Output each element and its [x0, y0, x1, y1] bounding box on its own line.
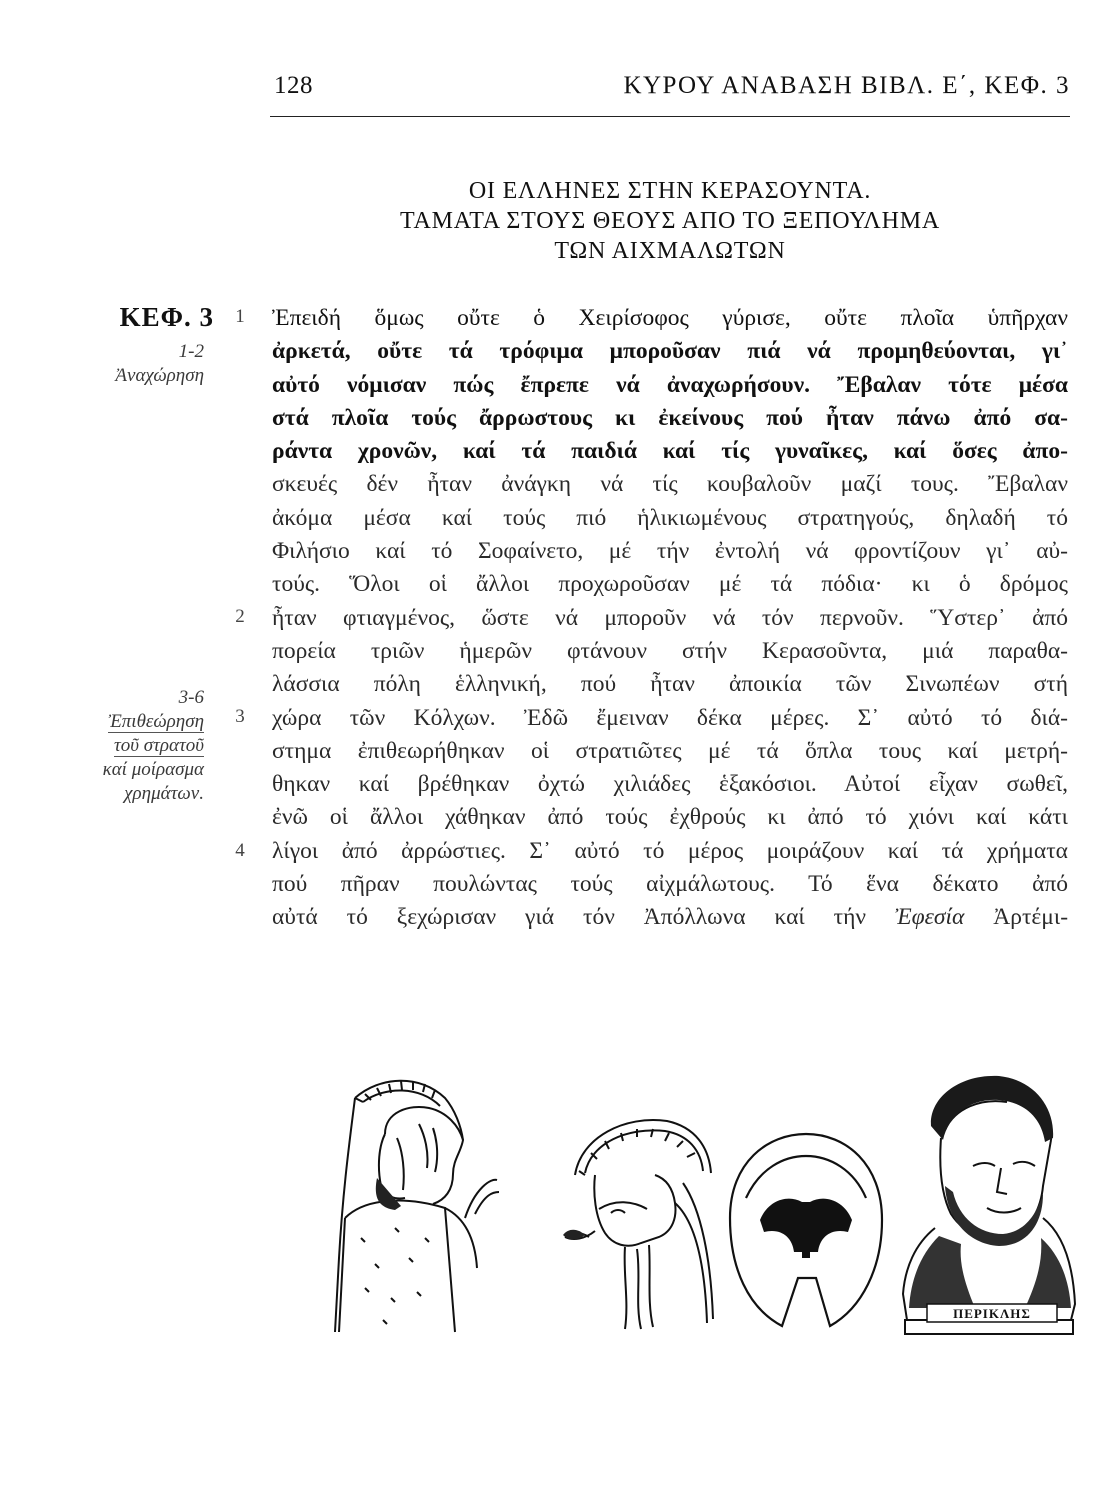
margin-note-range: 1-2 — [178, 341, 204, 362]
paragraph-number-4: 4 — [235, 840, 245, 861]
body-line: πορεία τριῶν ἡμερῶν φτάνουν στήν Κερασοῦντα, μιά παραθα- — [272, 637, 1068, 664]
illustrations — [325, 1068, 1085, 1336]
page-number: 128 — [274, 72, 313, 99]
body-line: πού πῆραν πουλώντας τούς αἰχμάλωτους. Τό ἕνα δέκατο ἀπό — [272, 871, 1068, 898]
body-line: τούς. Ὅλοι οἱ ἄλλοι προχωροῦσαν μέ τά πόδια· κι ὁ δρόμος — [272, 571, 1068, 598]
body-line: θηκαν καί βρέθηκαν ὀχτώ χιλιάδες ἑξακόσιοι. Αὐτοί εἶχαν σωθεῖ, — [272, 771, 1068, 798]
section-title — [270, 176, 1070, 266]
body-line: Ἐπειδή ὅμως οὔτε ὁ Χειρίσοφος γύρισε, οὔτε πλοῖα ὑπῆρχαν — [272, 305, 1068, 331]
body-line: ἀκόμα μέσα καί τούς πιό ἡλικιωμένους στρατηγούς, δηλαδή τό — [272, 504, 1068, 531]
margin-note-text: Ἐπιθεώρηση — [108, 711, 204, 732]
paragraph-number-3: 3 — [235, 706, 245, 727]
paragraph-number-1: 1 — [235, 306, 245, 327]
chapter-label: ΚΕΦ. 3 — [119, 302, 214, 332]
body-line-tail: Ἀρτέμι- — [993, 904, 1069, 931]
header-rule — [270, 116, 1070, 117]
body-line: σκευές δέν ἦταν ἀνάγκη νά τίς κουβαλοῦν μαζί τους. Ἔβαλαν — [272, 471, 1068, 498]
paragraph-number-2: 2 — [235, 606, 245, 627]
pericles-bust-illustration — [875, 1068, 1085, 1336]
page-header — [270, 70, 1070, 106]
body-line: στημα ἐπιθεωρήθηκαν οἱ στρατιῶτες μέ τά ὅπλα τους καί μετρή- — [272, 737, 1068, 764]
margin-note-departure — [115, 340, 204, 388]
running-title: ΚΥΡΟΥ ΑΝΑΒΑΣΗ ΒΙΒΛ. Ε΄, ΚΕΦ. 3 — [623, 72, 1070, 99]
margin-note-inspection — [103, 686, 204, 806]
body-line: λάσσια πόλη ἑλληνική, πού ἦταν ἀποικία τῶν Σινωπέων στή — [272, 671, 1068, 698]
margin-note-text: τοῦ στρατοῦ — [113, 735, 204, 756]
corinthian-helmet-illustration — [720, 1128, 890, 1333]
body-line: ἀρκετά, οὔτε τά τρόφιμα μποροῦσαν πιά νά προμηθεύονται, γι᾽ — [272, 338, 1068, 365]
crested-helmet-illustration — [555, 1113, 715, 1333]
margin-note-text: Ἀναχώρηση — [115, 365, 204, 386]
body-line: αὐτό νόμισαν πώς ἔπρεπε νά ἀναχωρήσουν. Ἔβαλαν τότε μέσα — [272, 371, 1068, 398]
body-line: ράντα χρονῶν, καί τά παιδιά καί τίς γυναῖκες, καί ὅσες ἀπο- — [272, 438, 1068, 465]
body-line: χώρα τῶν Κόλχων. Ἐδῶ ἔμειναν δέκα μέρες. Σ᾽ αὐτό τό διά- — [272, 704, 1068, 731]
body-text — [272, 302, 1068, 935]
body-line-last — [272, 901, 1068, 934]
section-title-line-3: ΤΩΝ ΑΙΧΜΑΛΩΤΩΝ — [554, 238, 786, 264]
bust-inscription: ΠΕΡΙΚΛΗΣ — [953, 1306, 1031, 1321]
body-line: ἦταν φτιαγμένος, ὥστε νά μποροῦν νά τόν περνοῦν. Ὕστερ᾽ ἀπό — [272, 604, 1068, 631]
margin-note-text: καί μοίρασμα — [102, 759, 204, 780]
body-line: στά πλοῖα τούς ἄρρωστους κι ἐκείνους πού ἦταν πάνω ἀπό σα- — [272, 404, 1068, 431]
section-title-line-2: ΤΑΜΑΤΑ ΣΤΟΥΣ ΘΕΟΥΣ ΑΠΟ ΤΟ ΞΕΠΟΥΛΗΜΑ — [399, 208, 941, 234]
body-line: λίγοι ἀπό ἀρρώστιες. Σ᾽ αὐτό τό μέρος μοιράζουν καί τά χρήματα — [272, 837, 1068, 864]
section-title-line-1: ΟΙ ΕΛΛΗΝΕΣ ΣΤΗΝ ΚΕΡΑΣΟΥΝΤΑ. — [468, 178, 872, 204]
body-line-text: αὐτά τό ξεχώρισαν γιά τόν Ἀπόλλωνα καί τήν — [272, 904, 867, 931]
margin-note-range: 3-6 — [178, 687, 204, 708]
margin-note-text: χρημάτων. — [124, 783, 204, 804]
hoplite-warrior-illustration — [325, 1068, 500, 1336]
body-italic-word: Ἐφεσία — [894, 904, 965, 931]
body-line: Φιλήσιο καί τό Σοφαίνετο, μέ τήν ἐντολή νά φροντίζουν γι᾽ αὐ- — [272, 538, 1068, 565]
body-line: ἐνῶ οἱ ἄλλοι χάθηκαν ἀπό τούς ἐχθρούς κι ἀπό τό χιόνι καί κάτι — [272, 804, 1068, 831]
